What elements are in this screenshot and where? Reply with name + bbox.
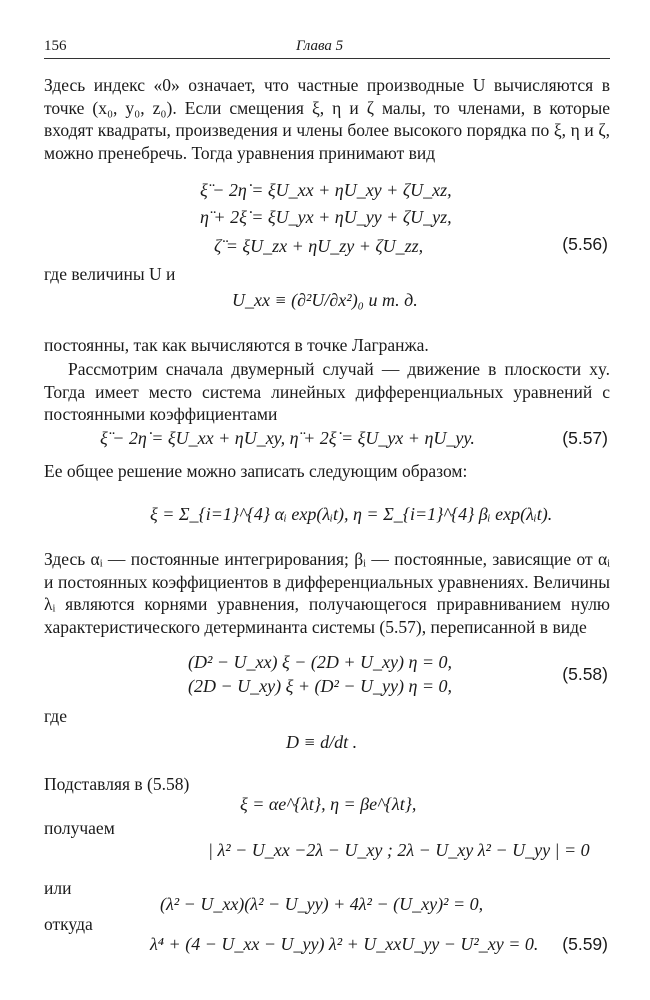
equation-number-5-59: (5.59)	[562, 934, 608, 954]
header-rule	[44, 58, 610, 59]
or-text: или	[44, 878, 72, 898]
where-text: где	[44, 706, 67, 726]
equation-number-5-58: (5.58)	[562, 664, 608, 684]
paragraph-3: Рассмотрим сначала двумерный случай — движение в плоскости xy. Тогда имеет место система линейных дифференциальных уравнений с постоянными коэффициентами	[44, 359, 610, 424]
equation-general-solution: ξ = Σ_{i=1}^{4} αᵢ exp(λᵢt), η = Σ_{i=1}^{4} βᵢ exp(λᵢt).	[150, 504, 553, 524]
equation-number-5-56: (5.56)	[562, 234, 608, 254]
equation-5-56-line-2: η̈ + 2ξ̇ = ξU_yx + ηU_yy + ζU_yz,	[200, 207, 452, 227]
where-U-text: где величины U и	[44, 264, 176, 284]
running-head: Глава 5	[296, 38, 344, 54]
paragraph-4: Ее общее решение можно записать следующим образом:	[44, 461, 468, 481]
paragraph-1: Здесь индекс «0» означает, что частные производные U вычисляются в точке (x₀, y₀, z₀). Если смещения ξ, η и ζ малы, то членами, в которые входят квадраты, произведения и члены более высокого порядка по ξ, η и ζ, можно пренебречь. Тогда уравнения принимают вид	[44, 75, 610, 163]
substituting-text: Подставляя в (5.58)	[44, 774, 190, 794]
obtain-text: получаем	[44, 818, 115, 838]
equation-D-definition: D ≡ d/dt .	[286, 732, 358, 752]
paragraph-2: постоянны, так как вычисляются в точке Лагранжа.	[44, 335, 429, 355]
equation-5-56-line-3: ζ̈ = ξU_zx + ηU_zy + ζU_zz,	[214, 236, 424, 256]
equation-substitution: ξ = αe^{λt}, η = βe^{λt},	[240, 794, 417, 814]
equation-5-57: ξ̈ − 2η̇ = ξU_xx + ηU_xy, η̈ + 2ξ̇ = ξU_yx + ηU_yy.	[100, 428, 475, 448]
equation-5-59: λ⁴ + (4 − U_xx − U_yy) λ² + U_xxU_yy − U²_xy = 0.	[150, 934, 539, 954]
equation-5-58-line-2: (2D − U_xy) ξ + (D² − U_yy) η = 0,	[188, 676, 453, 696]
whence-text: откуда	[44, 914, 93, 934]
equation-Uxx-definition: U_xx ≡ (∂²U/∂x²)₀ и т. д.	[232, 290, 418, 310]
equation-determinant: | λ² − U_xx −2λ − U_xy ; 2λ − U_xy λ² − U_yy | = 0	[208, 840, 590, 860]
equation-expanded: (λ² − U_xx)(λ² − U_yy) + 4λ² − (U_xy)² = 0,	[160, 894, 484, 914]
paragraph-5: Здесь αᵢ — постоянные интегрирования; βᵢ — постоянные, зависящие от αᵢ и постоянных коэффициентов в дифференциальных уравнениях. Величины λᵢ являются корнями уравнения, получающегося приравниванием нулю характеристического детерминанта системы (5.57), переписанной в виде	[44, 549, 610, 637]
equation-5-56-line-1: ξ̈ − 2η̇ = ξU_xx + ηU_xy + ζU_xz,	[200, 180, 452, 200]
equation-number-5-57: (5.57)	[562, 428, 608, 448]
equation-5-58-line-1: (D² − U_xx) ξ − (2D + U_xy) η = 0,	[188, 652, 453, 672]
page-number: 156	[44, 38, 67, 54]
